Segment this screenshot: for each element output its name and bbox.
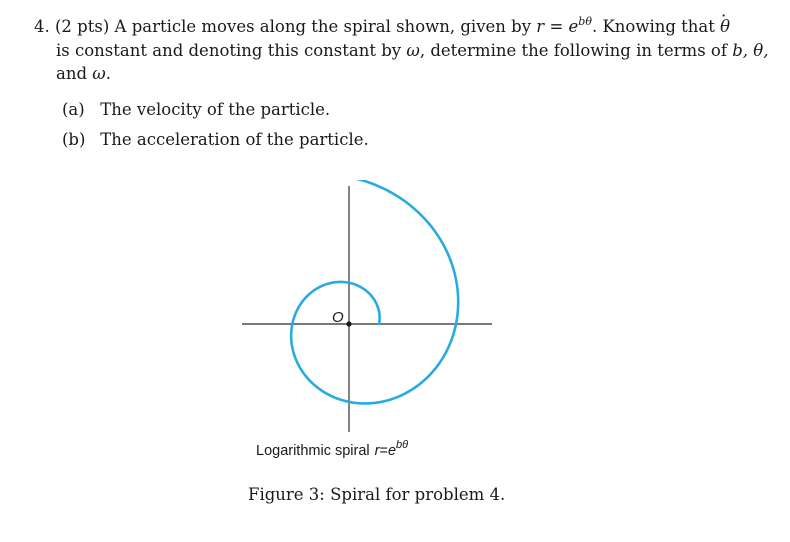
- equation-exponent: bθ: [578, 15, 592, 28]
- figure-caption: Figure 3: Spiral for problem 4.: [248, 485, 506, 504]
- problem-text-3: and: [56, 64, 88, 83]
- omega-symbol-2: ω: [92, 64, 106, 83]
- part-a-text: The velocity of the particle.: [100, 100, 331, 119]
- equation-e: e: [568, 17, 579, 36]
- origin-label: O: [332, 309, 344, 326]
- spiral-curve: [291, 180, 458, 403]
- problem-text-2-mid: , determine the following in terms of: [419, 40, 727, 60]
- problem-line-3: [34, 62, 764, 86]
- part-b: [62, 125, 369, 155]
- problem-text-3-end: .: [105, 64, 111, 83]
- problem-number: 4.: [34, 17, 50, 36]
- part-a: [62, 95, 369, 125]
- spiral-label-e: e: [387, 443, 397, 459]
- spiral-label-exponent: bθ: [396, 439, 409, 451]
- spiral-figure: [236, 180, 496, 460]
- theta-dot: · θ: [720, 17, 730, 36]
- parts-list: [62, 95, 369, 155]
- spiral-label-text: Logarithmic spiral: [256, 443, 370, 459]
- part-a-label: (a): [62, 100, 85, 119]
- spiral-label: [256, 439, 408, 459]
- problem-text-1: A particle moves along the spiral shown, given by: [114, 17, 532, 36]
- omega-symbol: ω: [406, 40, 420, 60]
- equation-equals: =: [549, 17, 564, 36]
- problem-text-2: is constant and denoting this constant by: [56, 40, 402, 60]
- problem-text-1-tail: . Knowing that: [591, 17, 715, 36]
- problem-line-2: [34, 39, 769, 63]
- part-b-label: (b): [62, 130, 86, 149]
- equation-r: r: [536, 17, 545, 36]
- problem-statement: [34, 10, 769, 86]
- spiral-label-equals: =: [379, 443, 388, 459]
- problem-line-1: [34, 10, 764, 39]
- part-b-text: The acceleration of the particle.: [100, 130, 369, 149]
- origin-point: [346, 321, 351, 326]
- problem-points: (2 pts): [55, 17, 110, 36]
- variables: b, θ,: [732, 40, 769, 60]
- spiral-label-r: r: [374, 443, 380, 459]
